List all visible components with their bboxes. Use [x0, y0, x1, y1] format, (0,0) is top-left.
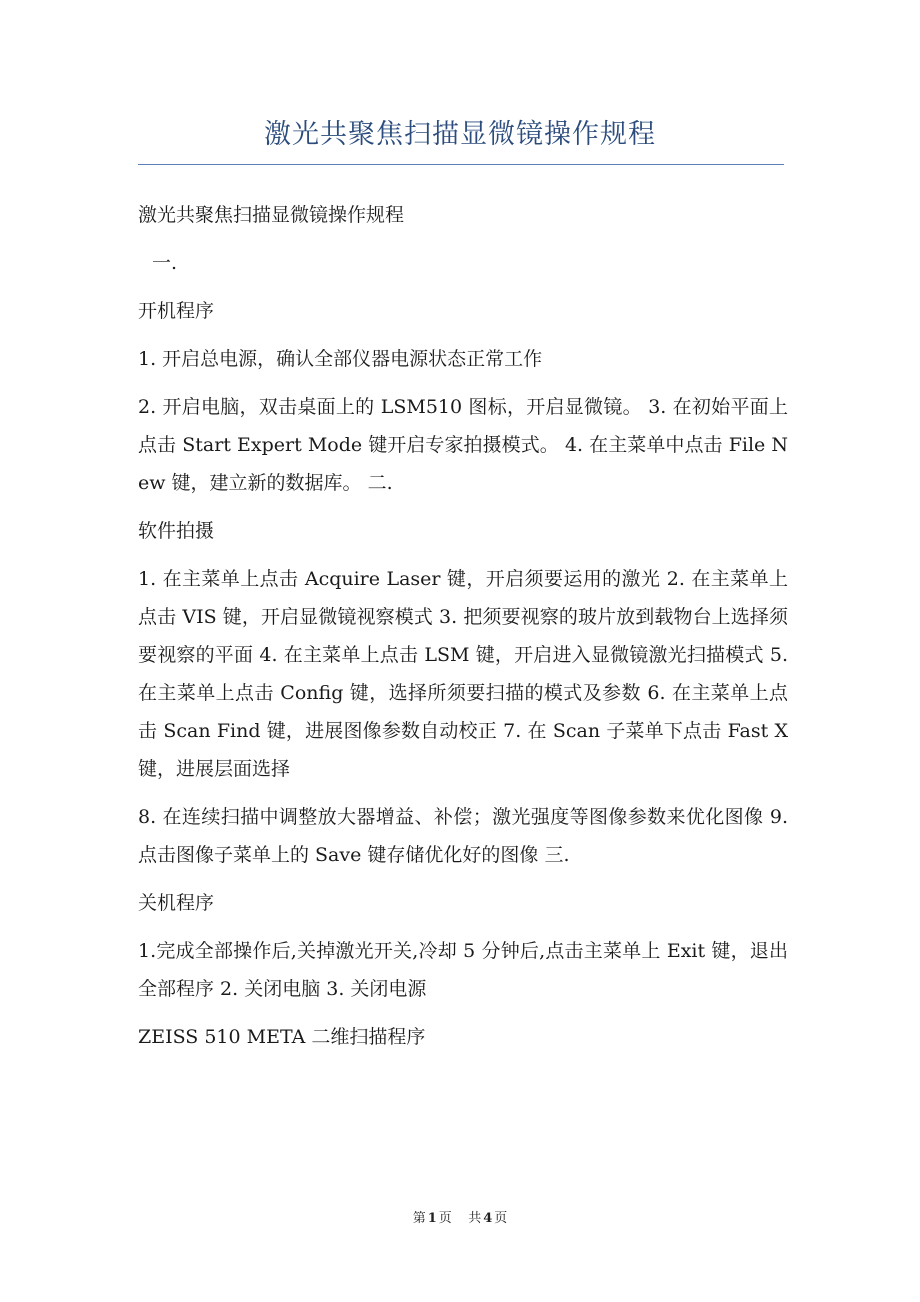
page-number: 1 — [427, 1211, 437, 1226]
section-title-software: 软件拍摄 — [138, 520, 215, 542]
paragraph-startup-step-1: 1. 开启总电源，确认全部仪器电源状态正常工作 — [138, 348, 543, 370]
total-pages: 4 — [483, 1211, 493, 1226]
paragraph-shutdown-steps: 1.完成全部操作后,关掉激光开关,冷却 5 分钟后,点击主菜单上 Exit 键，退出全部程序 2. 关闭电脑 3. 关闭电源 — [138, 940, 788, 1000]
document-title: 激光共聚焦扫描显微镜操作规程 — [264, 119, 656, 150]
paragraph-optimize-steps: 8. 在连续扫描中调整放大器增益、补偿；激光强度等图像参数来优化图像 9. 点击图像子菜单上的 Save 键存储优化好的图像 三. — [138, 806, 788, 866]
footer-total-prefix: 共 — [468, 1211, 482, 1226]
paragraph-startup-steps: 2. 开启电脑，双击桌面上的 LSM510 图标，开启显微镜。 3. 在初始平面上点击 Start Expert Mode 键开启专家拍摄模式。 4. 在主菜单中点击 File New 键，建立新的数据库。 二. — [138, 396, 788, 494]
footer-page-suffix: 页 — [438, 1211, 452, 1226]
page-footer — [0, 1207, 920, 1226]
section-number-1: 一. — [152, 252, 178, 274]
document-body — [138, 196, 788, 1056]
footer-total-suffix: 页 — [494, 1211, 508, 1226]
title-divider — [138, 164, 784, 165]
section-title-shutdown: 关机程序 — [138, 892, 215, 914]
paragraph-heading: 激光共聚焦扫描显微镜操作规程 — [138, 204, 405, 226]
paragraph-software-steps: 1. 在主菜单上点击 Acquire Laser 键，开启须要运用的激光 2. 在主菜单上点击 VIS 键，开启显微镜视察模式 3. 把须要视察的玻片放到载物台上选择须要视察的平面 4. 在主菜单上点击 LSM 键，开启进入显微镜激光扫描模式 5. 在主菜单上点击 Config 键，选择所须要扫描的模式及参数 6. 在主菜单上点击 Scan Find 键，进展图像参数自动校正 7. 在 Scan 子菜单下点击 Fast X 键，进展层面选择 — [138, 568, 788, 780]
paragraph-zeiss-title: ZEISS 510 META 二维扫描程序 — [138, 1026, 426, 1048]
section-title-startup: 开机程序 — [138, 300, 215, 322]
footer-prefix: 第 — [412, 1211, 426, 1226]
